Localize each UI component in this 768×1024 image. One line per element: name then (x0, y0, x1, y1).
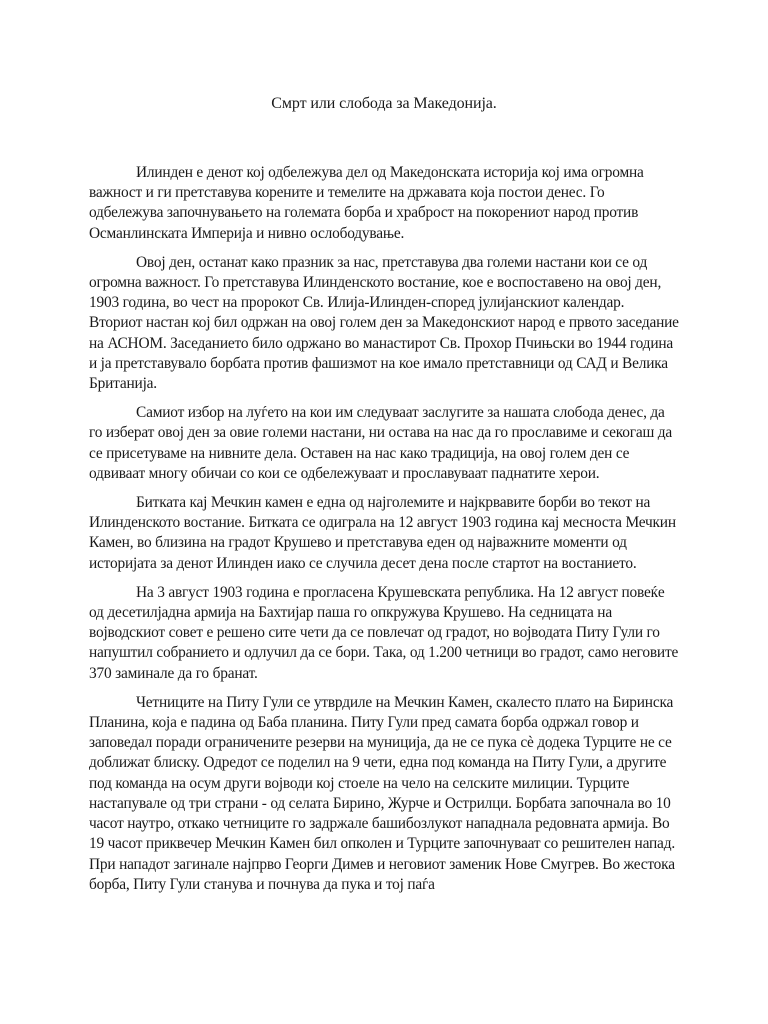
document-title: Смрт или слобода за Македонија. (271, 95, 497, 112)
paragraph-6: Четниците на Питу Гули се утврдиле на Мечкин Камен, скалесто плато на Биринска Планина, која е падина од Баба планина. Питу Гули пред самата борба одржал говор и заповедал поради ограничените резерви на муниција, да не се пука сè додека Турците не се доближат блиску. Одредот се поделил на 9 чети, една под команда на Питу Гули, а другите под команда на осум други војводи кој стоеле на чело на селските милиции. Турците настапувале од три страни - од селата Бирино, Журче и Острилци. Борбата започнала во 10 часот наутро, откако четниците го задржале башибозлукот нападнала редовната армија. Во 19 часот приквечер Мечкин Камен бил опколен и Турците започнуваат со решителен напад. При нападот загинале најпрво Георги Димев и неговиот заменик Нове Смугрев. Во жестока борба, Питу Гули станува и почнува да пука и тој паѓа (89, 693, 675, 893)
paragraph-3: Самиот избор на луѓето на кои им следуваат заслугите за нашата слобода денес, да го изберат овој ден за овие големи настани, ни остава на нас да го прославиме и секогаш да се присетуваме на нивните дела. Оставен на нас како традиција, на овој голем ден се одвиваат многу обичаи со кои се одбележуваат и прославуваат паднатите херои. (89, 404, 673, 482)
paragraph-5: На 3 август 1903 година е прогласена Крушевската република. На 12 август повеќе од десетилјадна армија на Бахтијар паша го опкружува Крушево. На седницата на војводскиот совет е решено сите чети да се повлечат од градот, но војводата Питу Гули го напуштил собранието и одлучил да се бори. Така, од 1.200 четници во градот, само неговите 370 заминале да го бранат. (89, 583, 679, 682)
document-body (89, 163, 681, 904)
paragraph-1: Илинден е денот кој одбележува дел од Македонската историја кој има огромна важност и ги претставува корените и темелите на државата која постои денес. Го одбележува започнувањето на големата борба и храброст на покорениот народ против Османлинската Империја и нивно ослободување. (89, 164, 644, 242)
paragraph-2: Овој ден, останат како празник за нас, претставува два големи настани кои се од огромна важност. Го претставува Илинденското востание, кое е воспоставено на овој ден, 1903 година, во чест на пророкот Св. Илија-Илинден-според јулијанскиот календар. Вториот настан кој бил одржан на овој голем ден за Македонскиот народ е првото заседание на АСНОМ. Заседанието било одржано во манастирот Св. Прохор Пчињски во 1944 година и ја претставувало борбата против фашизмот на кое имало претставници од САД и Велика Британија. (89, 253, 679, 393)
paragraph-4: Битката кај Мечкин камен е една од најголемите и најкрвавите борби во текот на Илинденското востание. Битката се одиграла на 12 август 1903 година кај месноста Мечкин Камен, во близина на градот Крушево и претставува еден од најважните моменти од историјата за денот Илинден иако се случила десет дена после стартот на востанието. (89, 494, 676, 572)
